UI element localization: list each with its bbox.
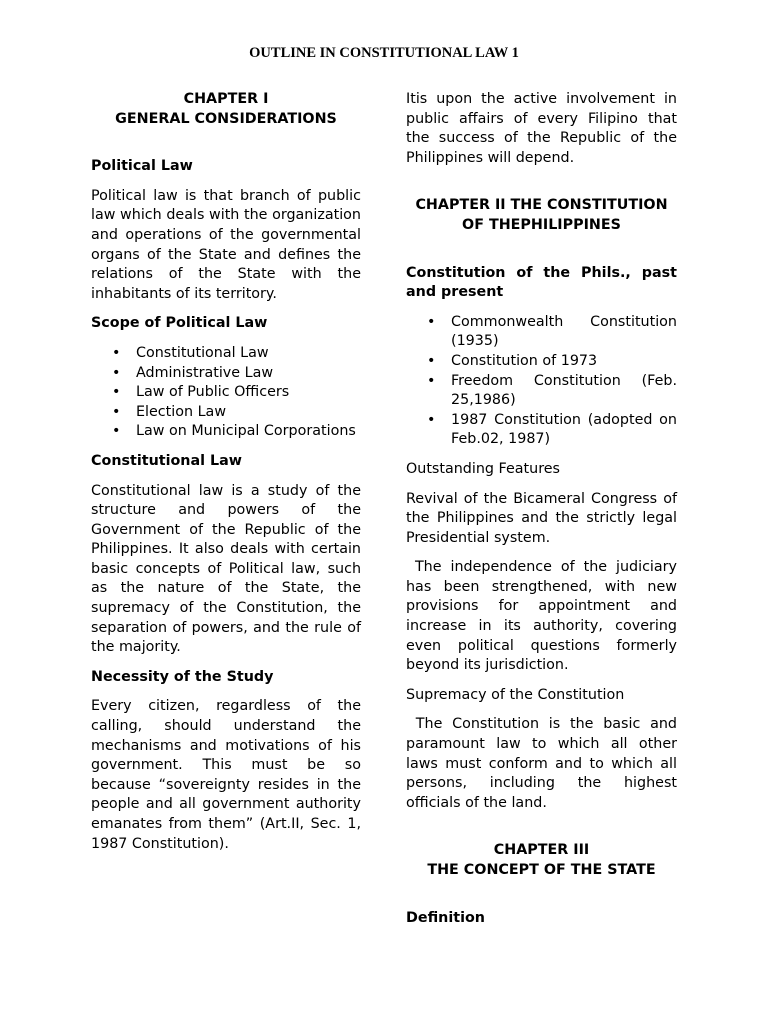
outstanding-features-label: Outstanding Features	[406, 460, 560, 477]
chapter-3-title: THE CONCEPT OF THE STATE	[427, 862, 656, 878]
political-law-paragraph: Political law is that branch of public law which deals with the organization and operations of the governmental organs of the State and defines the relations of the State with the inhabitants of its territory.	[91, 187, 361, 302]
definition-heading: Definition	[406, 909, 485, 926]
document-title: OUTLINE IN CONSTITUTIONAL LAW 1	[249, 45, 519, 61]
constitution-heading: Constitution of the Phils., past and present	[406, 264, 677, 301]
chapter-1-title: GENERAL CONSIDERATIONS	[115, 110, 337, 127]
list-item: • Law on Municipal Corporations	[91, 422, 361, 442]
bullet-icon: •	[112, 364, 121, 381]
list-item: • Law of Public Officers	[91, 383, 361, 403]
list-item: • Constitution of 1973	[406, 352, 677, 372]
constitution-list	[406, 313, 677, 450]
judiciary-paragraph: The independence of the judiciary has been strengthened, with new provisions for appointment and increase in its authority, covering even political questions formerly beyond its jurisdiction.	[406, 559, 682, 674]
bullet-icon: •	[427, 352, 436, 369]
bullet-icon: •	[112, 403, 121, 420]
chapter-2-title-line1: CHAPTER II THE CONSTITUTION	[415, 197, 668, 214]
bullet-icon: •	[427, 313, 436, 330]
scope-list	[91, 344, 361, 442]
supremacy-paragraph: The Constitution is the basic and paramount law to which all other laws must conform and to which all persons, including the highest officials of the land.	[406, 716, 682, 811]
political-law-heading: Political Law	[91, 158, 193, 175]
list-item: • Administrative Law	[91, 364, 361, 384]
scope-heading: Scope of Political Law	[91, 315, 268, 332]
necessity-heading: Necessity of the Study	[91, 668, 274, 685]
right-column	[406, 90, 682, 928]
list-item: • Freedom Constitution (Feb. 25,1986)	[427, 372, 677, 409]
list-item: • Constitutional Law	[91, 344, 361, 364]
list-item: • Election Law	[91, 403, 361, 423]
supremacy-label: Supremacy of the Constitution	[406, 686, 625, 703]
list-item: • Commonwealth Constitution (1935)	[427, 313, 677, 350]
constitutional-law-heading: Constitutional Law	[91, 452, 242, 469]
bullet-icon: •	[112, 423, 121, 440]
chapter-1-number: CHAPTER I	[183, 91, 269, 107]
constitutional-law-paragraph: Constitutional law is a study of the structure and powers of the Government of the Republic of the Philippines. It also deals with certain basic concepts of Political law, such as the nature of the State, the supremacy of the Constitution, the separation of powers, and the rule of the majority.	[91, 482, 361, 656]
intro-paragraph: Itis upon the active involvement in public affairs of every Filipino that the success of the Republic of the Philippines will depend.	[406, 91, 677, 166]
bullet-icon: •	[112, 344, 121, 361]
bullet-icon: •	[427, 411, 436, 428]
left-column	[91, 90, 361, 854]
chapter-2-title-line2: OF THEPHILIPPINES	[462, 216, 621, 233]
necessity-paragraph: Every citizen, regardless of the calling, should understand the mechanisms and motivations of his government. This must be so because “sovereignty resides in the people and all government authority emanates from them” (Art.II, Sec. 1, 1987 Constitution).	[91, 698, 361, 852]
bicameral-paragraph: Revival of the Bicameral Congress of the Philippines and the strictly legal Presidential system.	[406, 490, 677, 546]
bullet-icon: •	[427, 372, 436, 389]
chapter-1-heading	[91, 90, 361, 129]
chapter-3-heading	[406, 841, 677, 880]
chapter-3-number: CHAPTER III	[493, 842, 590, 859]
list-item: • 1987 Constitution (adopted on Feb.02, 1987)	[427, 411, 677, 448]
bullet-icon: •	[112, 384, 121, 401]
chapter-2-heading	[406, 196, 677, 235]
